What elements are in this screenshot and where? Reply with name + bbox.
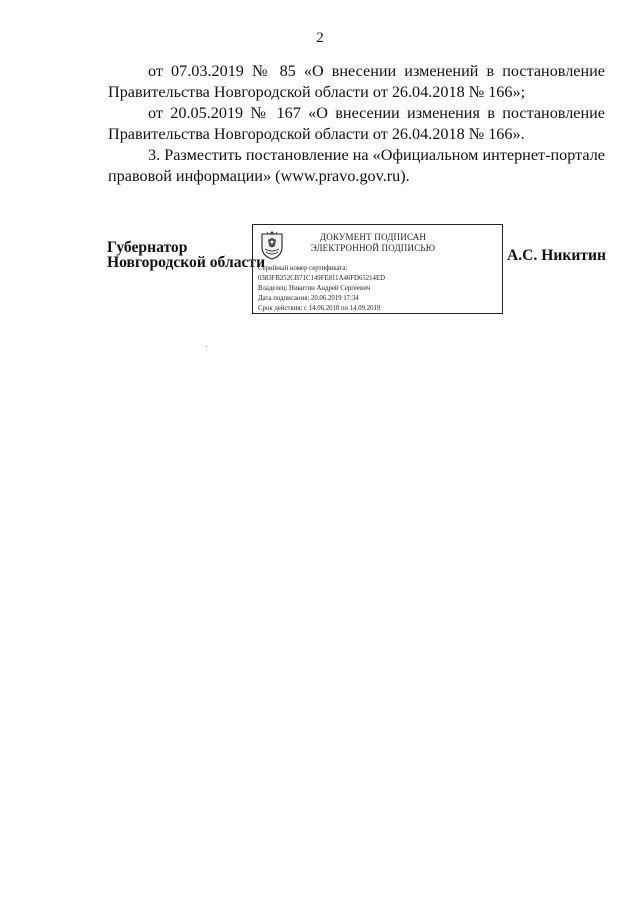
paragraph-publication: 3. Разместить постановление на «Официальном интернет-портале правовой информации» (www.pravo.gov.ru).	[108, 146, 605, 185]
stamp-serial-value: 0383FB252CB71C149FE811A46FD65214ED	[258, 275, 386, 282]
stamp-heading	[293, 232, 453, 254]
stamp-heading-line2: ЭЛЕКТРОННОЙ ПОДПИСЬЮ	[310, 243, 436, 253]
stamp-validity: Срок действия: с 14.06.2018 по 14.09.2019	[258, 305, 381, 312]
stamp-signed-date: Дата подписания: 20.06.2019 17:34	[258, 295, 359, 302]
coat-of-arms-icon	[259, 230, 285, 260]
scan-speck	[206, 346, 207, 347]
signer-title-line2: Новгородской области	[107, 254, 266, 271]
paragraph-amendment-85: от 07.03.2019 № 85 «О внесении изменений в постановление Правительства Новгородской области от 26.04.2018 № 166»;	[108, 62, 605, 101]
stamp-certificate-info	[258, 264, 498, 314]
signer-name: А.С. Никитин	[507, 247, 606, 264]
page-number: 2	[316, 30, 324, 46]
paragraph-amendment-167: от 20.05.2019 № 167 «О внесении изменения в постановление Правительства Новгородской области от 26.04.2018 № 166».	[108, 104, 605, 143]
electronic-signature-stamp	[252, 224, 503, 314]
stamp-serial-label: Серийный номер сертификата:	[258, 265, 348, 272]
signer-title-line1: Губернатор	[107, 239, 188, 256]
document-body	[108, 61, 605, 187]
stamp-heading-line1: ДОКУМЕНТ ПОДПИСАН	[319, 232, 427, 242]
signer-title	[107, 240, 265, 270]
stamp-owner: Владелец: Никитин Андрей Сергеевич	[258, 285, 371, 292]
